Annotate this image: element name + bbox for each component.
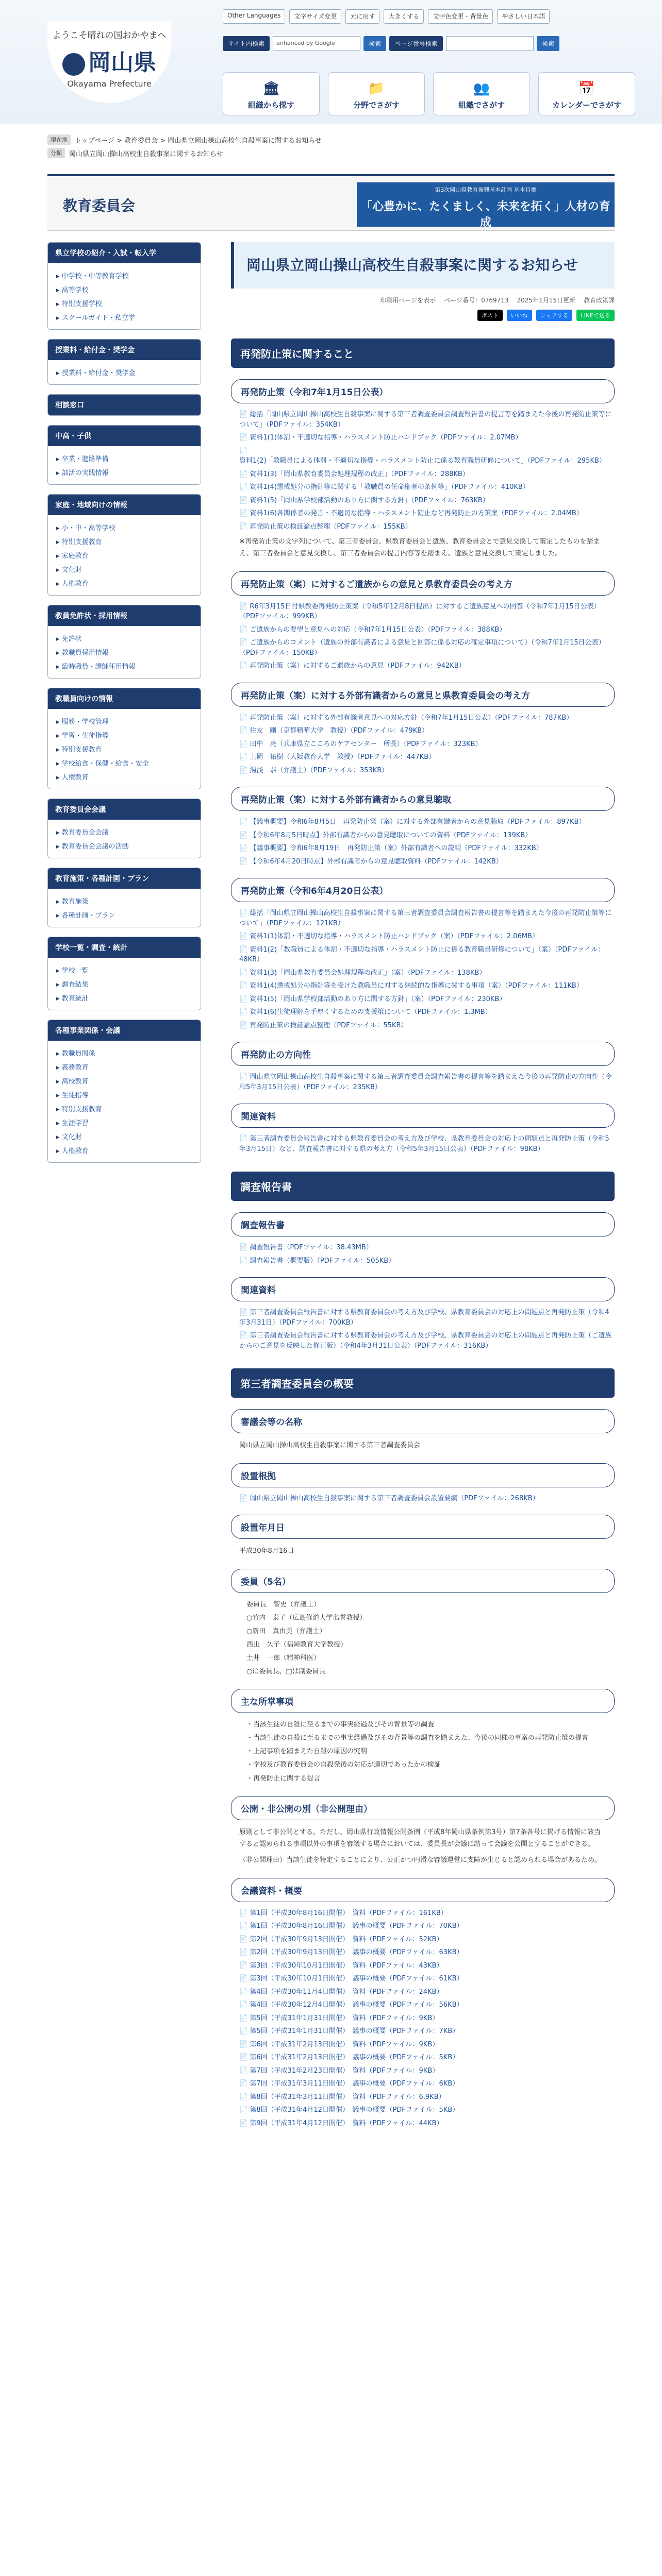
pdf-link[interactable]: 📄 第1回（平成30年8月16日開催） 資料（PDFファイル：161KB） <box>239 1908 615 1919</box>
sidebar-link[interactable]: ▸ 各種計画・プラン <box>56 908 192 922</box>
members-note: ○は委員長、□は副委員長 <box>246 1668 326 1676</box>
pdf-link[interactable]: 📄 住友 剛（京都精華大学 教授）（PDFファイル：479KB） <box>239 726 615 736</box>
sidebar-link[interactable]: ▸ 教育施策 <box>56 894 192 908</box>
sidebar-group <box>47 1020 201 1163</box>
pdf-link[interactable]: 📄 【令和6年8月5日時点】外部有識者からの意見聴取についての資料（PDFファイル：139KB） <box>239 831 615 841</box>
easy-japanese-link[interactable]: やさしい日本語 <box>497 9 550 24</box>
sidebar-group-heading[interactable]: 各種事業関係・会議 <box>48 1020 201 1041</box>
pdf-link[interactable]: 📄 【令和6年4月20日時点】外部有識者からの意見聴取資料（PDFファイル：142KB） <box>239 857 615 867</box>
breadcrumb-path[interactable]: トップページ > 教育委員会 > 岡山県立岡山操山高校生自殺事案に関するお知らせ <box>75 137 322 145</box>
sidebar-group-heading[interactable]: 教育委員会会議 <box>48 799 201 820</box>
sidebar-link[interactable]: ▸ 教職員採用情報 <box>56 645 192 659</box>
breadcrumb-category[interactable]: 岡山県立岡山操山高校生自殺事案に関するお知らせ <box>69 150 223 158</box>
like-button[interactable]: いいね <box>507 310 532 321</box>
pdf-link[interactable]: 📄 第8回（平成31年3月11日開催） 資料（PDFファイル：6.9KB） <box>239 2092 615 2103</box>
sidebar-group <box>47 394 201 416</box>
sidebar-link[interactable]: ▸ 学習・生徒指導 <box>56 728 192 742</box>
member-item: 委員長 智史（弁護士） <box>246 1600 321 1608</box>
pdf-link[interactable]: 📄 資料1(3)「岡山県教育委員会処理規程の改正」（PDFファイル：288KB） <box>239 469 615 480</box>
pdf-link[interactable]: 📄 再発防止策の検証論点整理（PDFファイル：55KB） <box>239 1021 615 1031</box>
subsection-heading: 再発防止の方向性 <box>231 1042 615 1066</box>
page-meta <box>231 296 615 304</box>
pdf-link[interactable]: 📄 調査報告書（PDFファイル：38.43MB） <box>239 1243 615 1253</box>
pdf-link[interactable]: 📄 第7回（平成31年2月23日開催） 資料（PDFファイル：9KB） <box>239 2066 615 2076</box>
logo-name-en: Okayama Prefecture <box>67 79 152 89</box>
task-item: ・当該生徒の自殺に至るまでの事実経過及びその背景等の調査を踏まえた、今後の同様の事案の再発防止策の提言 <box>246 1734 589 1742</box>
sidebar-link[interactable]: ▸ 中学校・中等教育学校 <box>56 268 192 282</box>
pdf-link[interactable]: 📄 【議事概要】令和6年8月5日 再発防止策（案）に対する外部有識者からの意見聴取（PDFファイル：897KB） <box>239 817 615 827</box>
font-enlarge-button[interactable]: 大きくする <box>384 9 424 24</box>
sidebar-link[interactable]: ▸ 卒業・進路準備 <box>56 451 192 465</box>
task-item: ・再発防止に関する提言 <box>246 1774 321 1783</box>
section-heading: 第三者調査委員会の概要 <box>231 1368 615 1398</box>
pdf-link[interactable]: 📄 総括「岡山県立岡山操山高校生自殺事案に関する第三者調査委員会調査報告書の提言等を踏まえた今後の再発防止策等について」（PDFファイル：121KB） <box>239 908 615 928</box>
pdf-link[interactable]: 📄 第2回（平成30年9月13日開催） 議事の概要（PDFファイル：63KB） <box>239 1947 615 1958</box>
sidebar-group <box>47 868 201 927</box>
pdf-link[interactable]: 📄 資料1(3)「岡山県教育委員会処理規程の改正」（案）（PDFファイル：138KB） <box>239 968 615 978</box>
paragraph: 平成30年8月16日 <box>239 1547 294 1555</box>
sidebar-group <box>47 494 201 596</box>
sidebar-link[interactable]: ▸ 文化財 <box>56 562 192 576</box>
education-plan-banner[interactable]: 第3次岡山県教育振興基本計画 基本目標 「心豊かに、たくましく、未来を拓く」人材の育成 <box>357 182 615 227</box>
subsection-heading: 主な所掌事項 <box>231 1689 615 1713</box>
pdf-link[interactable]: 📄 ご遺族からの要望と意見への対応（令和7年1月15日公表）（PDFファイル：388KB） <box>239 625 615 635</box>
section-heading: 調査報告書 <box>231 1172 615 1201</box>
subsection-heading: 再発防止策（案）に対する外部有識者からの意見と県教育委員会の考え方 <box>231 683 615 707</box>
global-nav <box>223 72 635 115</box>
pdf-link[interactable]: 📄 第1回（平成30年8月16日開催） 議事の概要（PDFファイル：70KB） <box>239 1921 615 1931</box>
member-item: ○竹内 泰子（広島修道大学名誉教授） <box>246 1614 367 1622</box>
pdf-link[interactable]: 📄 第6回（平成31年2月13日開催） 議事の概要（PDFファイル：5KB） <box>239 2053 615 2063</box>
sidebar-link[interactable]: ▸ 部活の実践情報 <box>56 465 192 479</box>
sidebar-group <box>47 937 201 1010</box>
pdf-link[interactable]: 📄 第7回（平成31年3月11日開催） 議事の概要（PDFファイル：6KB） <box>239 2079 615 2089</box>
pdf-link[interactable]: 📄 資料1(2)「教職員による体罰・不適切な指導・ハラスメント防止に係る教育職員研修について」（PDFファイル：295KB） <box>239 446 615 466</box>
site-logo[interactable] <box>47 21 171 103</box>
pdf-link[interactable]: 📄 第8回（平成31年4月12日開催） 議事の概要（PDFファイル：5KB） <box>239 2105 615 2115</box>
pdf-link[interactable]: 📄 総括「岡山県立岡山操山高校生自殺事案に関する第三者調査委員会調査報告書の提言等を踏まえた今後の再発防止策等について」（PDFファイル：354KB） <box>239 410 615 430</box>
pdf-link[interactable]: 📄 第6回（平成31年2月13日開催） 資料（PDFファイル：9KB） <box>239 2040 615 2050</box>
paragraph: ※再発防止策の文字列について、第三者委員会、県教育委員会と遺族、教育委員会とで意見交換して策定したものを踏まえ、第三者委員会と意見交換し、第三者委員会の提言内容等を踏まえ、遺族と意見交換して策定しました。 <box>239 538 600 558</box>
page-id-label: ページ番号検索 <box>389 36 443 51</box>
x-post-button[interactable]: ポスト <box>477 310 503 321</box>
pdf-link[interactable]: 📄 資料1(1)体罰・不適切な指導・ハラスメント防止ハンドブック（案）（PDFファイル：2.06MB） <box>239 931 615 942</box>
sidebar-link[interactable]: ▸ 特別支援教育 <box>56 742 192 756</box>
site-search-button[interactable]: 検索 <box>363 36 386 51</box>
pdf-link[interactable]: 📄 上岡 祐樹（大阪教育大学 教授）（PDFファイル：447KB） <box>239 752 615 762</box>
task-item: ・学校及び教育委員会の自殺発後の対応が適切であったかの検証 <box>246 1761 441 1769</box>
page-title: 岡山県立岡山操山高校生自殺事案に関するお知らせ <box>231 242 615 289</box>
nav-organization[interactable]: 🏛 組織から探す <box>223 72 320 115</box>
pdf-link[interactable]: 📄 資料1(6)各関係者の発言・不適切な指導・ハラスメント防止など再発防止の方策案（PDFファイル：2.04MB） <box>239 509 615 519</box>
sidebar-link[interactable]: ▸ 免許状 <box>56 631 192 645</box>
pdf-link[interactable]: 📄 資料1(5)「岡山県学校部活動のあり方に関する方針」（PDFファイル：763KB） <box>239 496 615 506</box>
sidebar-link[interactable]: ▸ 生徒指導 <box>56 1088 192 1101</box>
subsection-heading: 再発防止策（案）に対する外部有識者からの意見聴取 <box>231 787 615 811</box>
site-search-input[interactable]: enhanced by Google <box>273 36 360 50</box>
folder-icon: 📁 <box>368 81 385 96</box>
site-header <box>0 0 662 124</box>
share-buttons <box>231 310 615 321</box>
print-link[interactable]: 印刷用ページを表示 <box>380 297 436 304</box>
sidebar-link[interactable]: ▸ 特別支援教育 <box>56 1101 192 1115</box>
sidebar-group-heading[interactable]: 授業料・給付金・奨学金 <box>48 340 201 360</box>
paragraph: 原則として非公開とする。ただし、岡山県行政情報公開条例（平成8年岡山県条例第3号）第7条各号に掲げる情報に該当すると認められる事項以外の事項を審議する場合においては、委員長が会議に諮って会議を公開とすることができる。 <box>239 1828 601 1848</box>
search-row <box>223 35 635 52</box>
subsection-heading: 再発防止策（令和6年4月20日公表） <box>231 878 615 902</box>
sidebar-group-heading[interactable]: 県立学校の紹介・入試・転入学 <box>48 243 201 263</box>
member-item: 土井 一郎（精神科医） <box>246 1654 321 1662</box>
calendar-icon: 📅 <box>578 81 595 96</box>
sidebar-link[interactable]: ▸ 教育統計 <box>56 991 192 1005</box>
line-button[interactable]: LINEで送る <box>576 310 615 321</box>
sidebar-link[interactable]: ▸ 教育委員会会議の活動 <box>56 839 192 853</box>
pdf-link[interactable]: 📄 第5回（平成31年1月31日開催） 議事の概要（PDFファイル：7KB） <box>239 2026 615 2037</box>
pdf-link[interactable]: 📄 第3回（平成30年10月1日開催） 資料（PDFファイル：43KB） <box>239 1961 615 1971</box>
sidebar-link[interactable]: ▸ 特別支援教育 <box>56 534 192 548</box>
pdf-link[interactable]: 📄 資料1(2)「教職員による体罰・不適切な指導・ハラスメント防止に係る教育職員研修について」（案）（PDFファイル：48KB） <box>239 945 615 965</box>
paragraph: （非公開理由）当該生徒を特定することにより、公正かつ円滑な審議運営に支障が生じると認められる場合があるため。 <box>239 1856 601 1865</box>
sidebar-group <box>47 688 201 789</box>
sidebar-link[interactable]: ▸ 生涯学習 <box>56 1115 192 1129</box>
pdf-link[interactable]: 📄 再発防止策の検証論点整理（PDFファイル：155KB） <box>239 522 615 532</box>
category-badge: 分類 <box>47 148 65 158</box>
section-title: 教育委員会 <box>63 197 136 214</box>
sidebar-group <box>47 425 201 485</box>
sidebar-link[interactable]: ▸ 高校教育 <box>56 1074 192 1088</box>
sidebar-link[interactable]: ▸ 人権教育 <box>56 770 192 784</box>
pdf-link[interactable]: 📄 【議事概要】令和6年8月19日 再発防止策（案）外部有識者への説明（PDFファイル：332KB） <box>239 843 615 854</box>
breadcrumb <box>47 133 615 164</box>
subsection-heading: 再発防止策（案）に対するご遺族からの意見と県教育委員会の考え方 <box>231 571 615 596</box>
sidebar-group-heading[interactable]: 教育施策・各種計画・プラン <box>48 868 201 889</box>
pdf-link[interactable]: 📄 第三者調査委員会報告書に対する県教育委員会の考え方及び学校、県教育委員会の対応上の問題点と再発防止策（令和5年3月15日）など、調査報告書に対する県の考え方（令和5年3月15日公表）（PDFファイル：98KB） <box>239 1134 615 1154</box>
subsection-heading: 公開・非公開の別（非公開理由） <box>231 1796 615 1820</box>
sidebar-link[interactable]: ▸ 調査結果 <box>56 977 192 991</box>
pdf-link[interactable]: 📄 資料1(1)体罰・不適切な指導・ハラスメント防止ハンドブック（PDFファイル：2.07MB） <box>239 433 615 443</box>
nav-category[interactable]: 📁 分野でさがす <box>328 72 425 115</box>
logo-tagline: ようこそ晴れの国おかやまへ <box>52 30 167 41</box>
sidebar-group-heading[interactable]: 中高・子供 <box>48 426 201 446</box>
sidebar-group-heading[interactable]: 相談窓口 <box>48 395 201 415</box>
pdf-link[interactable]: 📄 R6年3月15日付県教委再発防止策案（令和5年12月8日提出）に対するご遺族意見への回答（令和7年1月15日公表）（PDFファイル：999KB） <box>239 602 615 622</box>
pdf-link[interactable]: 📄 ご遺族からのコメント（遺族の外部有識者による意見と回答に係る対応の確定事項について）（令和7年1月15日公表）（PDFファイル：150KB） <box>239 638 615 658</box>
pdf-link[interactable]: 📄 第2回（平成30年9月13日開催） 資料（PDFファイル：52KB） <box>239 1935 615 1945</box>
sidebar-link[interactable]: ▸ 高等学校 <box>56 282 192 296</box>
subsection-heading: 設置年月日 <box>231 1515 615 1539</box>
prefecture-emblem-icon <box>62 53 85 76</box>
updated-date: 2025年1月15日更新 <box>517 297 575 304</box>
task-item: ・当該生徒の自殺に至るまでの事実経過及びその背景等の調査 <box>246 1721 435 1729</box>
sidebar-group-heading[interactable]: 家庭・地域向けの情報 <box>48 495 201 515</box>
pdf-link[interactable]: 📄 資料1(4)懲戒処分の指針等に関する「教職員の任命権者の条例等」（PDFファイル：410KB） <box>239 482 615 493</box>
pdf-link[interactable]: 📄 再発防止策（案）に対するご遺族からの意見（PDFファイル：942KB） <box>239 661 615 671</box>
page-id-input[interactable] <box>446 36 534 50</box>
subsection-heading: 会議資料・概要 <box>231 1878 615 1902</box>
pdf-link[interactable]: 📄 第三者調査委員会報告書に対する県教育委員会の考え方及び学校、県教育委員会の対応上の問題点と再発防止策（令和4年3月31日）（PDFファイル：700KB） <box>239 1308 615 1328</box>
sidebar-link[interactable]: ▸ 小・中・高等学校 <box>56 520 192 534</box>
sidebar-link[interactable]: ▸ 人権教育 <box>56 1143 192 1157</box>
pdf-link[interactable]: 📄 調査報告書（概要版）（PDFファイル：505KB） <box>239 1256 615 1266</box>
subsection-heading: 調査報告書 <box>231 1212 615 1236</box>
pdf-link[interactable]: 📄 資料1(6)生徒理解を手厚くするための支援策について（PDFファイル：1.3MB） <box>239 1007 615 1018</box>
font-reset-button[interactable]: 元に戻す <box>345 9 379 24</box>
subsection-heading: 再発防止策（令和7年1月15日公表） <box>231 379 615 403</box>
main-content <box>231 242 615 2576</box>
page-number: ページ番号：0769713 <box>444 297 509 304</box>
other-languages-link[interactable]: Other Languages <box>223 9 285 24</box>
color-change-link[interactable]: 文字色変更・背景色 <box>428 9 493 24</box>
sidebar-link[interactable]: ▸ 授業料・給付金・奨学金 <box>56 365 192 379</box>
utility-bar <box>223 9 635 24</box>
pdf-link[interactable]: 📄 第9回（平成31年4月12日開催） 資料（PDFファイル：44KB） <box>239 2119 615 2129</box>
member-item: 西山 久子（福岡教育大学教授） <box>246 1640 347 1649</box>
pdf-link[interactable]: 📄 岡山県立岡山操山高校生自殺事案に関する第三者調査委員会設置要綱（PDFファイル：268KB） <box>239 1494 615 1504</box>
pdf-link[interactable]: 📄 岡山県立岡山操山高校生自殺事案に関する第三者調査委員会調査報告書の提言等を踏まえた今後の再発防止の方向性（令和5年3月15日公表）（PDFファイル：235KB） <box>239 1072 615 1092</box>
pdf-link[interactable]: 📄 第4回（平成30年11月4日開催） 資料（PDFファイル：24KB） <box>239 1987 615 1997</box>
sidebar-link[interactable]: ▸ 教職員関係 <box>56 1046 192 1060</box>
pdf-link[interactable]: 📄 再発防止策（案）に対する外部有識者意見への対応方針（令和7年1月15日公表）（PDFファイル：787KB） <box>239 713 615 723</box>
sidebar-group-heading[interactable]: 教員免許状・採用情報 <box>48 605 201 626</box>
pdf-link[interactable]: 📄 湯浅 恭（弁護士）（PDFファイル：353KB） <box>239 766 615 776</box>
subsection-heading: 委員（5名） <box>231 1569 615 1593</box>
sidebar-group-heading[interactable]: 教職員向けの情報 <box>48 688 201 709</box>
current-location-badge: 現在地 <box>47 134 71 145</box>
subsection-heading: 審議会等の名称 <box>231 1409 615 1433</box>
sidebar-group <box>47 605 201 679</box>
sidebar-link[interactable]: ▸ 文化財 <box>56 1129 192 1143</box>
sidebar-link[interactable]: ▸ 義務教育 <box>56 1060 192 1074</box>
font-size-label: 文字サイズ変更 <box>289 9 341 24</box>
sidebar-link[interactable]: ▸ 人権教育 <box>56 576 192 590</box>
pdf-link[interactable]: 📄 第4回（平成30年12月4日開催） 議事の概要（PDFファイル：56KB） <box>239 2000 615 2010</box>
building-icon: 🏛 <box>262 81 280 96</box>
subsection-heading: 関連資料 <box>231 1277 615 1301</box>
member-item: ○新田 真由美（弁護士） <box>246 1627 326 1635</box>
share-button[interactable]: シェアする <box>536 310 573 321</box>
pdf-link[interactable]: 📄 資料1(4)懲戒処分の指針等を受けた教職員に対する継続的な指導に関する事項（案）（PDFファイル：111KB） <box>239 981 615 991</box>
page-id-button[interactable]: 検索 <box>537 36 559 51</box>
nav-calendar[interactable]: 📅 カレンダーでさがす <box>538 72 635 115</box>
sidebar-group <box>47 242 201 330</box>
pdf-link[interactable]: 📄 資料1(5)「岡山県学校部活動のあり方に関する方針」（案）（PDFファイル：230KB） <box>239 994 615 1005</box>
section-header <box>47 174 615 231</box>
sidebar-group-heading[interactable]: 学校一覧・調査・統計 <box>48 937 201 958</box>
site-search-label: サイト内検索 <box>223 36 270 51</box>
pdf-link[interactable]: 📄 第3回（平成30年10月1日開催） 議事の概要（PDFファイル：61KB） <box>239 1974 615 1984</box>
people-icon: 👥 <box>473 81 490 96</box>
section-heading: 再発防止策に関すること <box>231 338 615 368</box>
pdf-link[interactable]: 📄 第三者調査委員会報告書に対する県教育委員会の考え方及び学校、県教育委員会の対応上の問題点と再発防止策（ご遺族からのご意見を反映した修正版）（令和4年3月31日公表）（PDFファイル：316KB） <box>239 1331 615 1351</box>
paragraph: 岡山県立岡山操山高校生自殺事案に関する第三者調査委員会 <box>239 1442 421 1450</box>
sidebar-link[interactable]: ▸ スクールガイド・私立学 <box>56 310 192 324</box>
pdf-link[interactable]: 📄 田中 亮（兵庫県立こころのケアセンター 所長）（PDFファイル：323KB） <box>239 739 615 750</box>
pdf-link[interactable]: 📄 第5回（平成31年1月31日開催） 資料（PDFファイル：9KB） <box>239 2013 615 2024</box>
subsection-heading: 設置根拠 <box>231 1463 615 1487</box>
logo-name: 岡山県 <box>47 44 171 77</box>
sidebar-link[interactable]: ▸ 家庭教育 <box>56 548 192 562</box>
sidebar-link[interactable]: ▸ 特別支援学校 <box>56 296 192 310</box>
sidebar-link[interactable]: ▸ 学校一覧 <box>56 963 192 977</box>
department-link[interactable]: 教育政策課 <box>583 297 615 304</box>
subsection-heading: 関連資料 <box>231 1104 615 1128</box>
sidebar-link[interactable]: ▸ 学校給食・保健・給食・安全 <box>56 756 192 770</box>
sidebar <box>47 242 201 1252</box>
sidebar-group <box>47 799 201 858</box>
task-item: ・上記事項を踏まえた自殺の原因の究明 <box>246 1748 368 1756</box>
nav-department[interactable]: 👥 組織でさがす <box>433 72 530 115</box>
sidebar-group <box>47 339 201 385</box>
sidebar-link[interactable]: ▸ 教育委員会会議 <box>56 825 192 839</box>
sidebar-link[interactable]: ▸ 服務・学校管理 <box>56 714 192 728</box>
sidebar-link[interactable]: ▸ 臨時職員・講師任用情報 <box>56 659 192 673</box>
